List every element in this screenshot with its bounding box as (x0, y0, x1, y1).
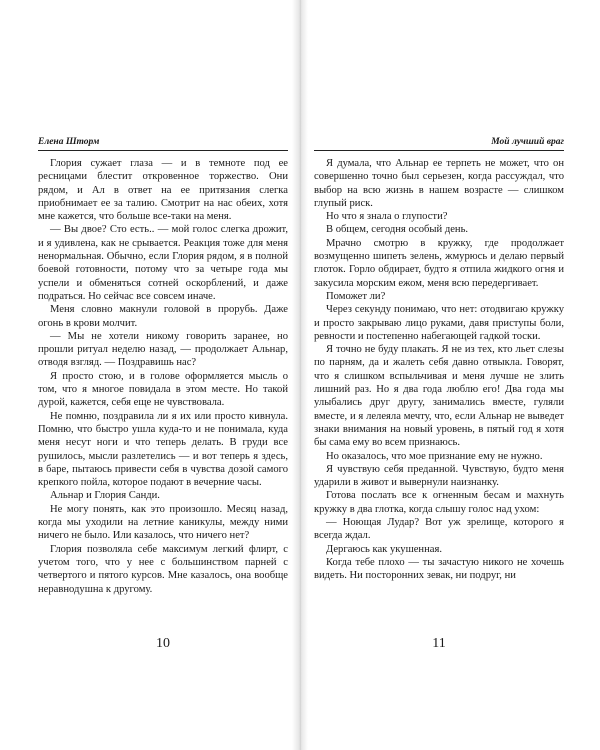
paragraph: Но что я знала о глупости? (326, 211, 448, 223)
right-page (300, 0, 600, 750)
paragraph: Глория сужает глаза — и в темноте под ее ресницами блестит откровенное торжество. Они рядом, и Ал в ответ на ее притязания слегка приобнимает ее за талию. Смотрит на нас обеих, хотя мне кажется, что больше все-таки на меня. (38, 158, 288, 223)
paragraph: — Ноющая Лудар? Вот уж зрелище, которого я всегда ждал. (314, 517, 564, 542)
paragraph: Поможет ли? (326, 290, 386, 302)
paragraph: В общем, сегодня особый день. (326, 224, 469, 236)
paragraph: Не могу понять, как это произошло. Месяц назад, когда мы уходили на летние каникулы, между ними ничего не было. Или казалось, что ничего нет? (38, 503, 288, 542)
page-number-left: 10 (156, 636, 170, 651)
paragraph: Через секунду понимаю, что нет: отодвигаю кружку и просто закрываю лицо руками, давя приступы боли, ревности и постепенно набегающей гадкой тоски. (314, 304, 564, 342)
running-head-author-text: Елена Шторм (38, 137, 100, 147)
paragraph: Мрачно смотрю в кружку, где продолжает возмущенно шипеть зелень, жмурюсь и делаю первый глоток. Горло обдирает, будто я отпила жидкого огня и закусила морским ежом, меня всю передергивает. (314, 237, 564, 289)
paragraph: Готова послать все к огненным бесам и махнуть кружку в два глотка, когда слышу голос над ухом: (314, 490, 564, 515)
running-head-title (314, 136, 564, 151)
paragraph: Не помню, поздравила ли я их или просто кивнула. Помню, что быстро ушла куда-то и не понимала, куда меня несут ноги и что теперь делать. В груди все рушилось, мысли разлетелись — и вот теперь я здесь, в баре, пытаюсь привести себя в чувства дозой самого крепкого пойла, которое подают в вечерние часы. (38, 410, 288, 489)
left-page-body (38, 157, 288, 596)
paragraph: Когда тебе плохо — ты зачастую никого не хочешь видеть. Ни посторонних зевак, ни подруг, ни (314, 556, 564, 582)
running-head-title-text: Мой лучший враг (491, 137, 564, 147)
paragraph: Глория позволяла себе максимум легкий флирт, с учетом того, что у нее с большинством парней с четвертого и пятого курсов. Мне казалось, она вообще неравнодушна к другому. (38, 543, 288, 595)
paragraph: Я чувствую себя преданной. Чувствую, будто меня ударили в живот и вывернули наизнанку. (314, 463, 564, 489)
page-number-right: 11 (432, 636, 446, 651)
paragraph: Я думала, что Альнар ее терпеть не может, что он совершенно точно был серьезен, когда рассуждал, что выбор на всю жизнь в нашем возрасте — слишком глупый риск. (314, 158, 564, 209)
paragraph: Альнар и Глория Санди. (50, 490, 160, 502)
paragraph: Дергаюсь как укушенная. (326, 543, 442, 555)
paragraph: Меня словно макнули головой в прорубь. Даже огонь в крови молчит. (38, 304, 288, 329)
paragraph: Но оказалось, что мое признание ему не нужно. (326, 450, 543, 462)
paragraph: — Вы двое? Сто есть.. — мой голос слегка дрожит, и я удивлена, как не срывается. Реакция тоже для меня ненормальная. Обычно, если Глория рядом, я в полной боевой готовности, потому что за четыре года мы успели и обменяться сотней оскорблений, и даже подраться. Но сейчас все совсем иначе. (38, 224, 288, 302)
right-page-body (314, 157, 564, 583)
running-head-author (38, 136, 288, 151)
paragraph: Я просто стою, и в голове оформляется мысль о том, что я многое повидала в этом месте. Но такой дурой, кажется, себя еще не чувствовала. (38, 370, 288, 409)
paragraph: Я точно не буду плакать. Я не из тех, кто льет слезы по парням, да и жалеть себя давно отвыкла. Говорят, что я слишком вспыльчивая и меня лучше не злить лишний раз. Но я два года люблю его! Два года мы улыбались друг другу, занимались вместе, гуляли вместе, и я лелеяла мечту, что, если Альнар не выведет знаки внимания на новый уровень, в пятый год я хотя бы сама ему во всем признаюсь. (314, 344, 564, 449)
paragraph: — Мы не хотели никому говорить заранее, но прошли ритуал неделю назад, — продолжает Альнар, отводя взгляд. — Поздравишь нас? (38, 330, 288, 369)
